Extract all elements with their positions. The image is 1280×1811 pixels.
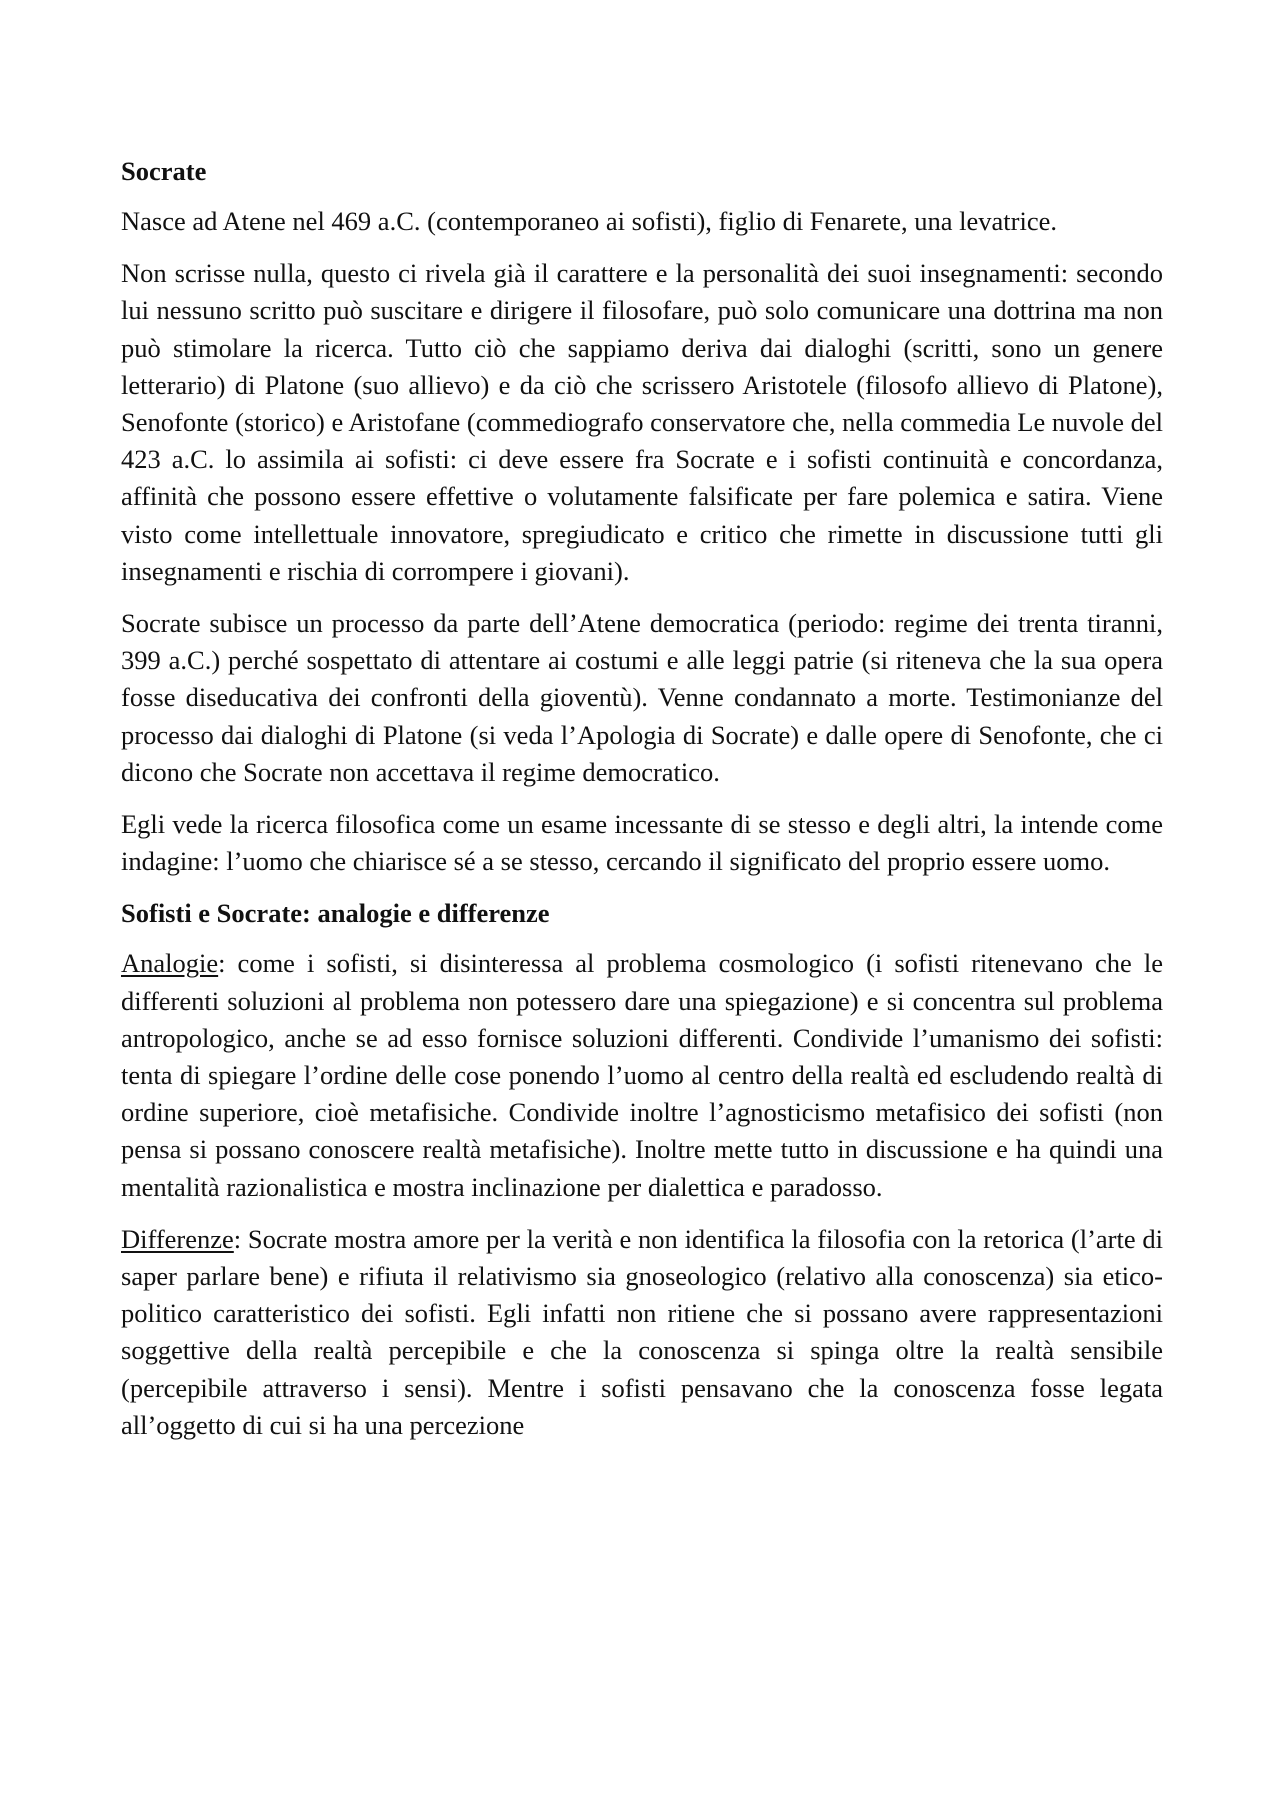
paragraph-birth: Nasce ad Atene nel 469 a.C. (contemporaneo ai sofisti), figlio di Fenarete, una levatrice. <box>121 206 1058 236</box>
section-heading: Sofisti e Socrate: analogie e differenze <box>121 898 550 929</box>
paragraph-sources: Non scrisse nulla, questo ci rivela già il carattere e la personalità dei suoi insegnamenti: secondo lui nessuno scritto può suscitare e dirigere il filosofare, può solo comunicare una dottrina ma non può stimolare la ricerca. Tutto ciò che sappiamo deriva dai dialoghi (scritti, sono un genere letterario) di Platone (suo allievo) e da ciò che scrissero Aristotele (filosofo allievo di Platone), Senofonte (storico) e Aristofane (commediografo conservatore che, nella commedia Le nuvole del 423 a.C. lo assimila ai sofisti: ci deve essere fra Socrate e i sofisti continuità e concordanza, affinità che possono essere effettive o volutamente falsificate per fare polemica e satira. Viene visto come intellettuale innovatore, spregiudicato e critico che rimette in discussione tutti gli insegnamenti e rischia di corrompere i giovani). <box>121 258 1163 586</box>
analogie-label: Analogie <box>121 948 219 979</box>
paragraph-differenze <box>121 1221 1163 1444</box>
page-title: Socrate <box>121 156 207 186</box>
differenze-label: Differenze <box>121 1223 234 1254</box>
paragraph-trial: Socrate subisce un processo da parte dell’Atene democratica (periodo: regime dei trenta tiranni, 399 a.C.) perché sospettato di attentare ai costumi e alle leggi patrie (si riteneva che la sua opera fosse diseducativa dei confronti della gioventù). Venne condannato a morte. Testimonianze del processo dai dialoghi di Platone (si veda l’Apologia di Socrate) e dalle opere di Senofonte, che ci dicono che Socrate non accettava il regime democratico. <box>121 608 1163 787</box>
differenze-text: : Socrate mostra amore per la verità e non identifica la filosofia con la retorica (l’arte di saper parlare bene) e rifiuta il relativismo sia gnoseologico (relativo alla conoscenza) sia etico-politico caratteristico dei sofisti. Egli infatti non ritiene che si possano avere rappresentazioni soggettive della realtà percepibile e che la conoscenza si spinga oltre la realtà sensibile (percepibile attraverso i sensi). Mentre i sofisti pensavano che la conoscenza fosse legata all’oggetto di cui si ha una percezione <box>121 1223 1163 1440</box>
paragraph-analogie <box>121 945 1163 1205</box>
paragraph-philosophy: Egli vede la ricerca filosofica come un esame incessante di se stesso e degli altri, la intende come indagine: l’uomo che chiarisce sé a se stesso, cercando il significato del proprio essere uomo. <box>121 809 1163 877</box>
analogie-text: : come i sofisti, si disinteressa al problema cosmologico (i sofisti ritenevano che le differenti soluzioni al problema non potessero dare una spiegazione) e si concentra sul problema antropologico, anche se ad esso fornisce soluzioni differenti. Condivide l’umanismo dei sofisti: tenta di spiegare l’ordine delle cose ponendo l’uomo al centro della realtà ed escludendo realtà di ordine superiore, cioè metafisiche. Condivide inoltre l’agnosticismo metafisico dei sofisti (non pensa si possano conoscere realtà metafisiche). Inoltre mette tutto in discussione e ha quindi una mentalità razionalistica e mostra inclinazione per dialettica e paradosso. <box>121 948 1163 1202</box>
